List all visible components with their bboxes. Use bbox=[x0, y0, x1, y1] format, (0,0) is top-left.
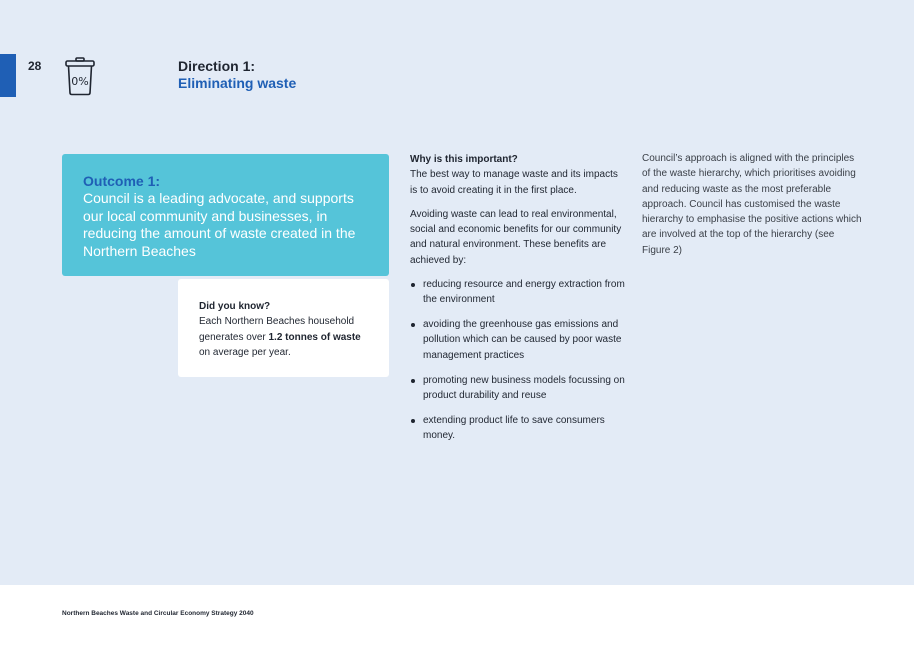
bullet-icon bbox=[411, 283, 415, 287]
did-you-know-highlight: 1.2 tonnes of waste bbox=[268, 331, 361, 343]
list-item bbox=[410, 317, 625, 363]
list-item-text: avoiding the greenhouse gas emissions and pollution which can be caused by poor waste management practices bbox=[423, 319, 622, 361]
bullet-icon bbox=[411, 379, 415, 383]
outcome-text: Council is a leading advocate, and supports our local community and businesses, in reducing the amount of waste created in the Northern Beaches bbox=[83, 190, 356, 259]
did-you-know-callout bbox=[178, 279, 389, 377]
page-tab-marker bbox=[0, 54, 16, 97]
direction-title: Eliminating waste bbox=[178, 75, 297, 91]
bin-icon-label: 0% bbox=[71, 75, 89, 88]
why-important-paragraph-2: Avoiding waste can lead to real environmental, social and economic benefits for our community and natural environment. These benefits are achieved by: bbox=[410, 208, 622, 266]
why-important-column bbox=[410, 152, 625, 453]
section-heading bbox=[178, 58, 296, 92]
outcome-callout bbox=[62, 154, 389, 276]
footer-document-title: Northern Beaches Waste and Circular Economy Strategy 2040 bbox=[62, 610, 254, 617]
bullet-icon bbox=[411, 419, 415, 423]
did-you-know-title: Did you know? bbox=[199, 301, 271, 312]
did-you-know-text-start: Each Northern Beaches household generates over bbox=[199, 316, 355, 343]
why-important-heading: Why is this important? bbox=[410, 154, 518, 165]
list-item-text: extending product life to save consumers money. bbox=[423, 414, 605, 441]
list-item bbox=[410, 413, 625, 444]
did-you-know-text bbox=[199, 314, 369, 360]
list-item bbox=[410, 373, 625, 404]
benefits-list bbox=[410, 277, 625, 443]
list-item-text: reducing resource and energy extraction from the environment bbox=[423, 279, 625, 306]
approach-paragraph: Council’s approach is aligned with the principles of the waste hierarchy, which prioritises avoiding and reducing waste as the most preferable approach. Council has customised the waste hierarchy to emphasise the positive actions which are involved at the top of the hierarchy (see Figure 2) bbox=[642, 153, 862, 256]
list-item-text: promoting new business models focussing on product durability and reuse bbox=[423, 374, 625, 401]
list-item bbox=[410, 277, 625, 308]
direction-label: Direction 1: bbox=[178, 58, 256, 74]
did-you-know-text-end: on average per year. bbox=[199, 346, 291, 358]
outcome-title: Outcome 1: bbox=[83, 173, 161, 189]
page-number: 28 bbox=[28, 59, 42, 73]
why-important-paragraph-1: The best way to manage waste and its impacts is to avoid creating it in the first place. bbox=[410, 169, 618, 196]
waste-bin-zero-percent-icon bbox=[64, 56, 96, 96]
bullet-icon bbox=[411, 323, 415, 327]
